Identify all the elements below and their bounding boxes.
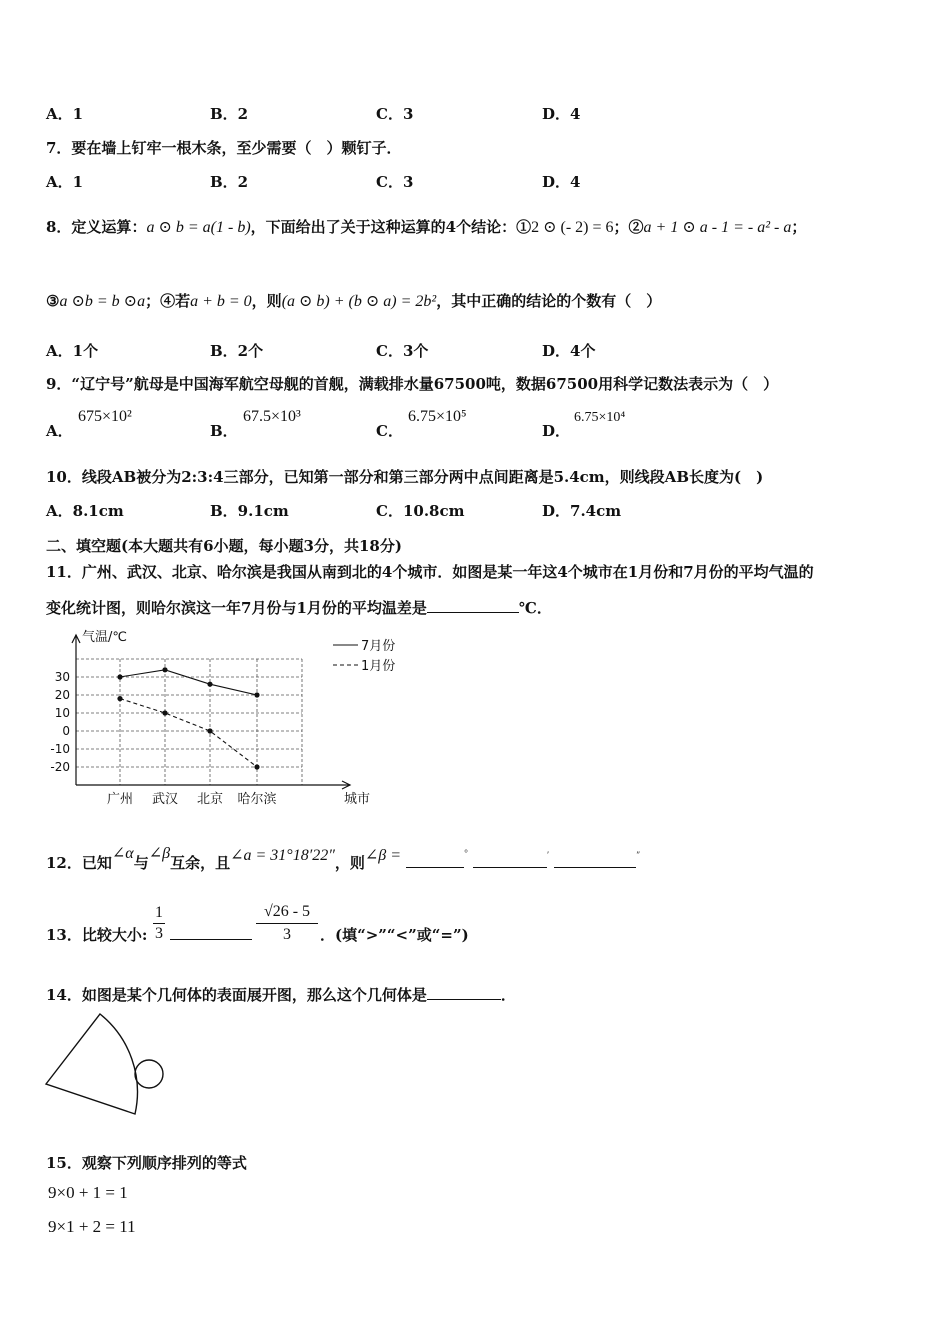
temperature-chart [40,625,420,815]
q12-minute-mark: ′ [547,850,550,860]
q11-line2-text: 变化统计图，则哈尔滨这一年7月份与1月份的平均温差是 [46,599,427,617]
data-point [162,667,167,672]
q13-tail: ．(填“>”“<”或“=”) [320,926,469,944]
q8-conclusion-3: a ⊙b = b ⊙a [59,293,146,310]
legend-label: 1月份 [361,659,396,674]
q12-degree-blank[interactable] [406,853,464,868]
data-point [254,692,259,697]
q8-conclusion-4: (a ⊙ b) + (b ⊙ a) = 2b² [281,293,437,310]
q8-tail: ，其中正确的结论的个数有（ ） [436,292,662,310]
q10-option-a: A．8.1cm [46,502,124,520]
q13-frac2-numerator: √26 - 5 [256,901,318,924]
q12-degree-mark: ° [464,848,468,858]
series-line-january [120,699,257,767]
data-point [254,764,259,769]
q6-option-c: C．3 [376,105,414,123]
q8-conclusion-2: a + 1 ⊙ a - 1 = - a² - a [643,219,792,236]
x-category-label: 广州 [106,792,134,807]
x-category-label: 北京 [196,792,224,807]
q8-c2-end: ； [791,218,807,236]
q10-stem: 10．线段AB被分为2:3:4三部分，已知第一部分和第三部分两中点间距离是5.4cm，则线段AB长度为( ) [46,468,764,486]
q14-stem-end: ． [500,986,516,1004]
y-tick-label: 20 [54,688,70,702]
q8-c4-prefix: ；④若 [145,292,191,310]
chart-labels [50,630,395,807]
y-tick-label: 10 [54,706,70,720]
q7-option-b: B．2 [210,173,249,191]
q8-option-c: C．3个 [376,342,429,360]
q12-ask: ∠β = [364,847,402,864]
q8-c3-prefix: ③ [46,292,60,310]
q8-conclusion-1: 2 ⊙ (- 2) = 6 [531,219,614,236]
y-tick-label: -20 [50,760,70,774]
chart-series [117,667,259,769]
q7-stem: 7．要在墙上钉牢一根木条，至少需要（ ）颗钉子． [46,139,402,157]
q13-frac2-denominator: 3 [283,926,291,943]
q12-beta: ∠β [148,845,171,862]
q10-option-c: C．10.8cm [376,502,465,520]
q14-stem [46,984,516,1005]
q8-option-b: B．2个 [210,342,264,360]
q8-prefix: 8．定义运算： [46,218,147,236]
q15-equation-2: 9×1 + 2 = 11 [48,1217,136,1236]
q8-c4-condition: a + b = 0 [190,293,252,310]
data-point [207,728,212,733]
q12-second-blank[interactable] [554,853,636,868]
q9-option-a-label: A． [46,422,73,440]
q12-text3: ，则 [334,854,365,872]
legend-label: 7月份 [361,639,396,654]
data-point [117,696,122,701]
q15-equation-1: 9×0 + 1 = 1 [48,1183,128,1202]
q11-line2 [46,597,552,618]
q14-answer-blank[interactable] [427,985,501,1000]
q12-second-mark: ″ [636,850,641,860]
q12-prefix: 12．已知 [46,854,112,872]
q9-option-c-value: 6.75×10⁵ [408,408,467,425]
x-category-label: 武汉 [151,792,179,807]
chart-axes [72,635,350,789]
y-tick-label: 0 [62,724,70,738]
y-tick-label: -10 [50,742,70,756]
q10-option-d: D．7.4cm [542,502,622,520]
series-line-july [120,670,257,695]
q13-answer-blank[interactable] [170,925,252,940]
q8-line2 [46,290,661,311]
q9-option-d-label: D． [542,422,571,440]
cone-net-figure [40,1008,180,1118]
q9-option-d-value: 6.75×10⁴ [574,410,626,425]
q7-option-a: A．1 [46,173,84,191]
q8-c2-prefix: ；② [613,218,644,236]
q9-option-c-label: C． [376,422,403,440]
q9-option-a-value: 675×10² [78,408,132,425]
y-axis-title: 气温/℃ [82,630,127,645]
q6-option-d: D．4 [542,105,581,123]
q9-option-b-label: B． [210,422,238,440]
q15-stem: 15．观察下列顺序排列的等式 [46,1154,247,1172]
q8-line1 [46,216,806,237]
q13-fraction-1 [153,903,165,944]
q8-definition: a ⊙ b = a(1 - b) [146,219,251,236]
q9-stem: 9．“辽宁号”航母是中国海军航空母舰的首舰，满载排水量67500吨，数据67500用科学记数法表示为（ ） [46,375,779,393]
q8-option-d: D．4个 [542,342,596,360]
q14-stem-text: 14．如图是某个几何体的表面展开图，那么这个几何体是 [46,986,427,1004]
q8-mid-text: ，下面给出了关于这种运算的4个结论：① [250,218,532,236]
cone-lateral-sector [46,1014,137,1114]
x-category-label: 哈尔滨 [237,792,277,807]
q9-option-b-value: 67.5×10³ [243,408,301,425]
q6-option-b: B．2 [210,105,249,123]
q13-prefix: 13．比较大小: [46,926,148,944]
q12-given-angle: ∠a = 31°18′22″ [230,847,335,864]
q12-minute-blank[interactable] [473,853,547,868]
q11-line2-unit: ℃． [518,599,552,617]
q12-with: 与 [133,854,149,872]
q12-text2: 互余，且 [170,854,231,872]
q12-alpha: ∠α [111,845,134,862]
q7-option-c: C．3 [376,173,414,191]
q11-line1: 11．广州、武汉、北京、哈尔滨是我国从南到北的4个城市．如图是某一年这4个城市在1月份和7月份的平均气温的 [46,563,814,581]
q6-option-a: A．1 [46,105,84,123]
y-tick-label: 30 [54,670,70,684]
x-axis-title: 城市 [343,792,371,807]
q13-frac1-numerator: 1 [153,903,165,924]
q11-answer-blank[interactable] [427,598,519,613]
q12-line [46,845,641,873]
data-point [162,710,167,715]
q8-c4-then: ，则 [251,292,282,310]
data-point [117,674,122,679]
q7-option-d: D．4 [542,173,581,191]
cone-base-circle [135,1060,163,1088]
q10-option-b: B．9.1cm [210,502,289,520]
q13-frac1-denominator: 3 [155,925,163,942]
q13-fraction-2 [256,901,318,946]
data-point [207,682,212,687]
section-2-heading: 二、填空题(本大题共有6小题，每小题3分，共18分) [46,537,402,555]
q8-option-a: A．1个 [46,342,99,360]
